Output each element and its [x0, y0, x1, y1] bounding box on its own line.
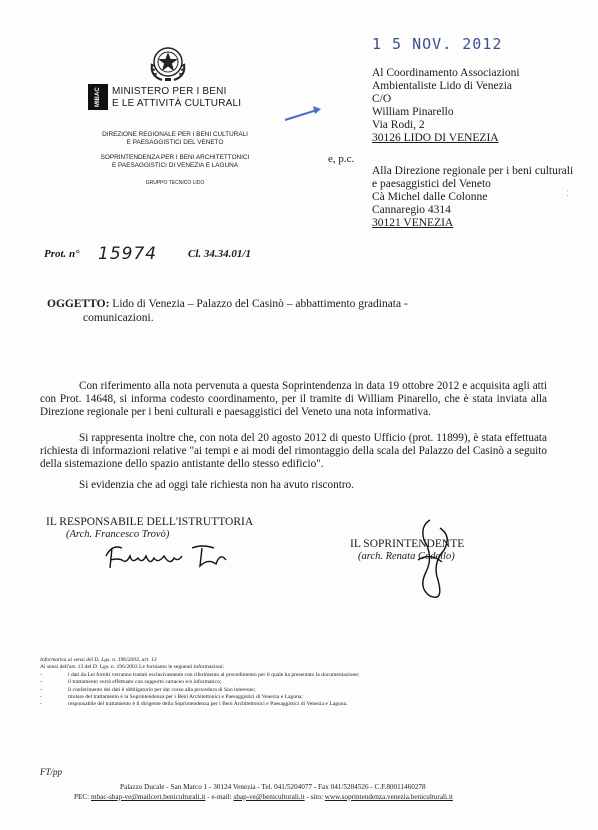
- subject-line-2: comunicazioni.: [83, 312, 154, 324]
- email-label: - e-mail:: [207, 793, 232, 801]
- privacy-title: Informativa ai sensi del D. Lgs. n. 196/2003, art. 13: [40, 657, 157, 663]
- pec-link[interactable]: mbac-sbap-ve@mailcert.beniculturali.it: [90, 793, 206, 801]
- initials: FT/pp: [40, 767, 63, 777]
- classification: Cl. 34.34.01/1: [188, 248, 251, 260]
- gruppo-tecnico: GRUPPO TECNICO LIDO: [145, 180, 205, 186]
- site-link[interactable]: www.soprintendenza.venezia.beniculturali.it: [324, 793, 453, 801]
- protocol-label: Prot. n°: [44, 248, 80, 260]
- signature-codello-icon: [400, 516, 460, 606]
- privacy-list: [40, 672, 480, 709]
- subject-label: OGGETTO:: [47, 298, 110, 310]
- recipient2-line-3: Cà Michel dalle Colonne: [372, 191, 488, 203]
- body-paragraph-3: Si evidenzia che ad oggi tale richiesta non ha avuto riscontro.: [79, 479, 354, 491]
- subject-line-1: Lido di Venezia – Palazzo del Casinò – abbattimento gradinata -: [112, 298, 408, 310]
- privacy-item: - i dati da Lei forniti verranno trattati esclusivamente con riferimento al procedimento per il quale ha presentato la documentazione;: [40, 671, 360, 678]
- pec-label: PEC:: [74, 793, 90, 801]
- soprintendenza-heading: [70, 154, 280, 170]
- ministry-line-2: E LE ATTIVITÀ CULTURALI: [112, 98, 242, 109]
- soprintendente-name: (arch. Renata Codello): [358, 551, 455, 562]
- direzione-regionale-heading: [70, 131, 280, 147]
- responsabile-title: IL RESPONSABILE DELL'ISTRUTTORIA: [46, 516, 254, 528]
- direzione-line-2: E PAESAGGISTICI DEL VENETO: [126, 139, 224, 146]
- footer-address: Palazzo Ducale - San Marco 1 - 30124 Venezia - Tel. 041/5204077 - Fax 041/5204526 - C.F.80011460278: [120, 783, 426, 791]
- body-paragraph-2: Si rappresenta inoltre che, con nota del 20 agosto 2012 di questo Ufficio (prot. 11899), è stata effettuata richiesta di informazioni relative "ai tempi e ai modi del rimontaggio della scala del Palazzo del Casinò a seguito della sistemazione dello spazio antistante dello stesso edificio".: [40, 432, 547, 470]
- body-paragraph-1: Con riferimento alla nota pervenuta a questa Soprintendenza in data 19 ottobre 2012 e acquisita agli atti con Prot. 14648, si informa codesto coordinamento, per il tramite di William Pinarello, che è stata inviata alla Direzione regionale per i beni culturali e paesaggistici del Veneto una nota informativa.: [40, 380, 547, 418]
- soprintendente-title: IL SOPRINTENDENTE: [350, 538, 465, 550]
- recipient-address-2: [372, 165, 573, 230]
- recipient1-line-4: William Pinarello: [372, 106, 454, 118]
- email-link[interactable]: sbap-ve@beniculturali.it: [233, 793, 305, 801]
- recipient1-line-5: Via Rodi, 2: [372, 119, 425, 131]
- soprintendenza-line-2: E PAESAGGISTICI DI VENEZIA E LAGUNA: [112, 162, 238, 169]
- privacy-item: - responsabile del trattamento è il dirigente della Soprintendenza per i Beni Architettonici e Paesaggistici di Venezia e Laguna.: [40, 701, 348, 708]
- recipient2-line-4: Cannaregio 4314: [372, 204, 451, 216]
- privacy-item: - il trattamento verrà effettuato con supporto cartaceo e/o informatico;: [40, 679, 222, 686]
- recipient1-line-6: 30126 LIDO DI VENEZIA: [372, 132, 499, 144]
- mibac-logo: MIBAC: [88, 84, 108, 110]
- signature-trovo-icon: [102, 538, 252, 574]
- protocol-number: 15974: [98, 244, 158, 264]
- privacy-item: - il conferimento dei dati è obbligatorio per dar corso alla procedura di Suo interesse;: [40, 686, 256, 693]
- recipient1-line-3: C/O: [372, 93, 392, 105]
- recipient2-line-5: 30121 VENEZIA: [372, 217, 454, 229]
- ministry-name: [112, 86, 241, 110]
- direzione-line-1: DIREZIONE REGIONALE PER I BENI CULTURALI: [102, 131, 248, 138]
- privacy-notice: [40, 657, 480, 709]
- arrow-icon: [283, 104, 323, 124]
- cc-label: e, p.c.: [328, 153, 355, 165]
- margin-mark: ː: [566, 188, 569, 199]
- privacy-intro: Ai sensi dell'art. 13 del D. Lgs. n. 196/2003 Le forniamo le seguenti informazioni:: [40, 664, 225, 671]
- recipient1-line-1: Al Coordinamento Associazioni: [372, 67, 520, 79]
- recipient1-line-2: Ambientaliste Lido di Venezia: [372, 80, 512, 92]
- recipient2-line-1: Alla Direzione regionale per i beni culturali: [372, 165, 574, 177]
- ministry-line-1: MINISTERO PER I BENI: [112, 86, 227, 97]
- recipient-address-1: [372, 67, 520, 145]
- soprintendenza-line-1: SOPRINTENDENZA PER I BENI ARCHITETTONICI: [100, 154, 250, 161]
- italian-republic-emblem-icon: [146, 40, 190, 84]
- site-label: - sito:: [306, 793, 323, 801]
- recipient2-line-2: e paesaggistici del Veneto: [372, 178, 491, 190]
- footer-contacts: [74, 793, 453, 801]
- date-stamp: 1 5 NOV. 2012: [372, 35, 503, 53]
- subject: [47, 297, 447, 325]
- responsabile-name: (Arch. Francesco Trovò): [66, 529, 170, 540]
- privacy-item: - titolare del trattamento è la Soprintendenza per i Beni Architettonici e Paesaggistici di Venezia e Laguna;: [40, 694, 303, 701]
